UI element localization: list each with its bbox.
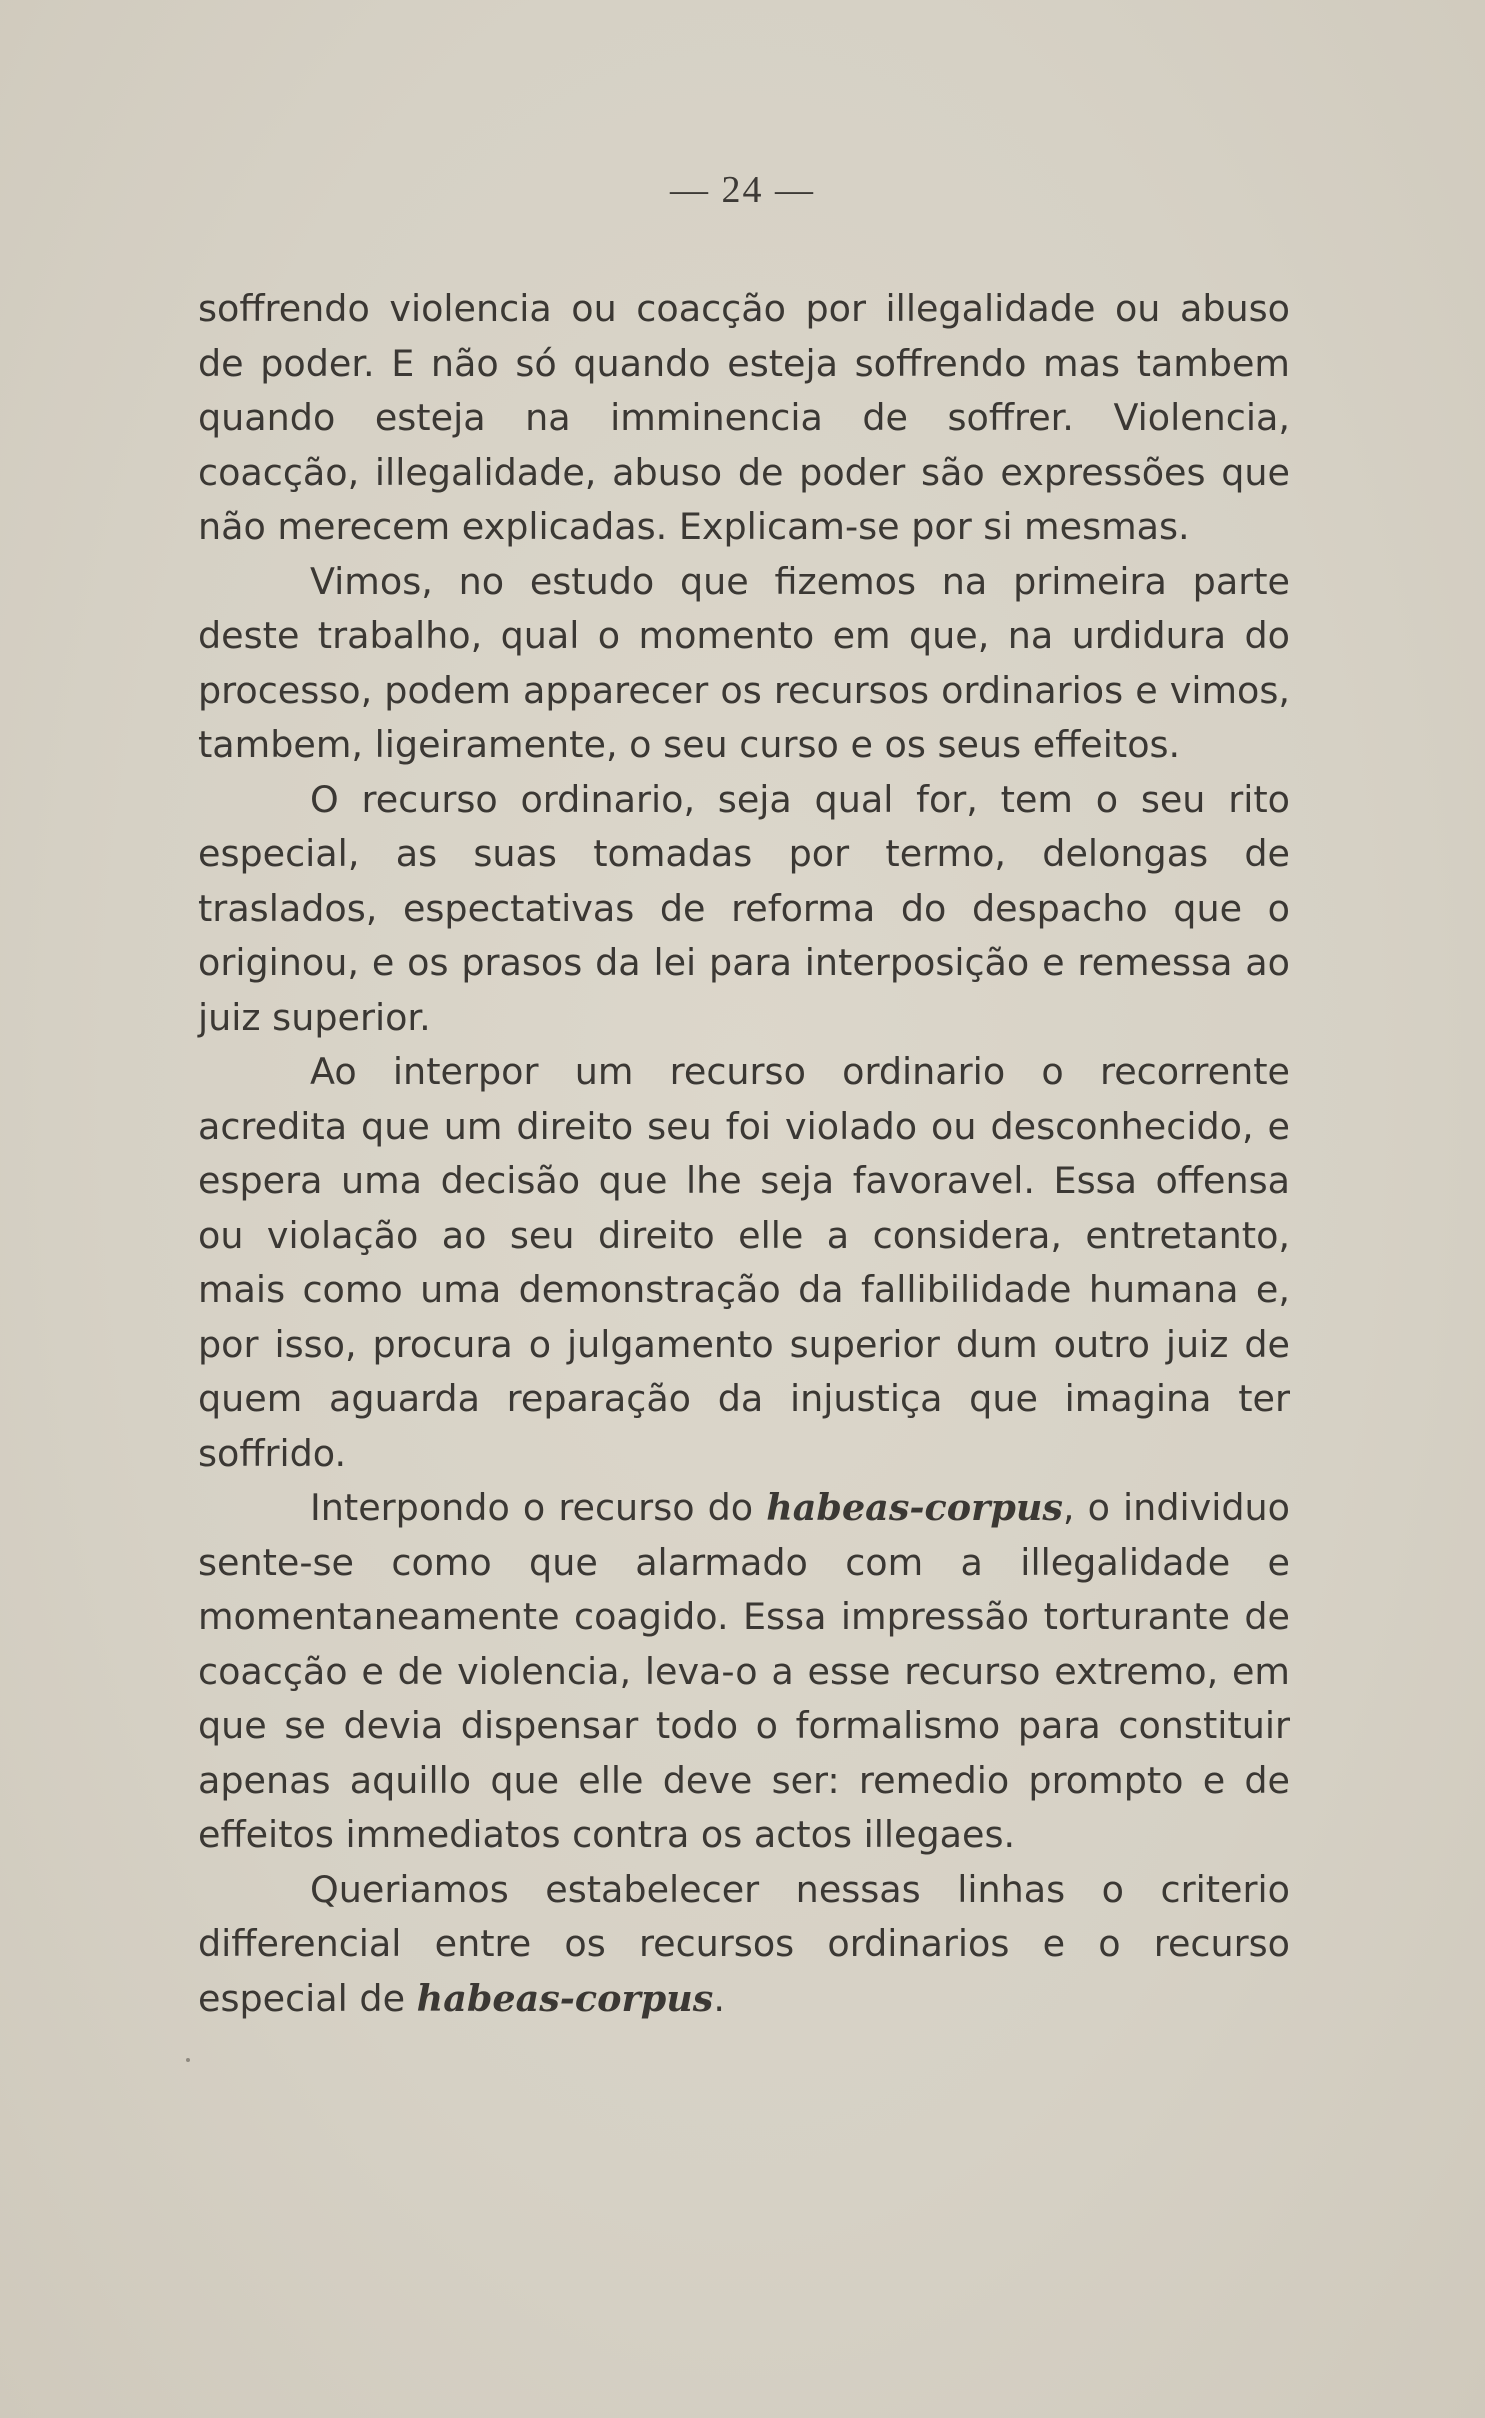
paragraph-4: Ao interpor um recurso ordinario o recorrente acredita que um direito seu foi violado ou desconhecido, e espera uma decisão que lhe seja favoravel. Essa offensa ou violação ao seu direito elle a considera, entretanto, mais como uma demonstração da fallibilidade humana e, por isso, procura o julgamento superior dum outro juiz de quem aguarda reparação da injustiça que imagina ter soffrido. (198, 1050, 1290, 1475)
paragraph-6 (198, 1863, 1290, 2027)
paper-speck (186, 2058, 190, 2062)
paragraph-3: O recurso ordinario, seja qual for, tem o seu rito especial, as suas tomadas por termo, delongas de traslados, espectativas de reforma do despacho que o originou, e os prasos da lei para interposição e remessa ao juiz superior. (198, 777, 1290, 1039)
paragraph-5-after: , o individuo sente-se como que alarmado com a illegalidade e momentaneamente coagido. Essa impressão torturante de coacção e de violencia, leva-o a esse recurso extremo, em que se devia dispensar todo o formalismo para constituir apenas aquillo que elle deve ser: remedio prompto e de effeitos immediatos contra os actos illegaes. (198, 1486, 1290, 1856)
paragraph-6-term: habeas-corpus (416, 1976, 714, 2020)
paragraph-6-before: Queriamos estabelecer nessas linhas o criterio differencial entre os recursos ordinarios e o recurso especial de (198, 1867, 1290, 2020)
page-number: — 24 — (670, 169, 815, 211)
paragraph-6-after: . (713, 1976, 725, 2020)
paragraph-2: Vimos, no estudo que fizemos na primeira parte deste trabalho, qual o momento em que, na urdidura do processo, podem apparecer os recursos ordinarios e vimos, tambem, ligeiramente, o seu curso e os seus effeitos. (198, 559, 1290, 766)
paragraph-1: soffrendo violencia ou coacção por illegalidade ou abuso de poder. E não só quando esteja soffrendo mas tambem quando esteja na imminencia de soffrer. Violencia, coacção, illegalidade, abuso de poder são expressões que não merecem explicadas. Explicam-se por si mesmas. (198, 287, 1290, 548)
body-text (198, 282, 1290, 2026)
paragraph-5-term: habeas-corpus (766, 1486, 1063, 1529)
paragraph-5-before: Interpondo o recurso do (310, 1486, 767, 1529)
paragraph-5 (198, 1481, 1290, 1863)
